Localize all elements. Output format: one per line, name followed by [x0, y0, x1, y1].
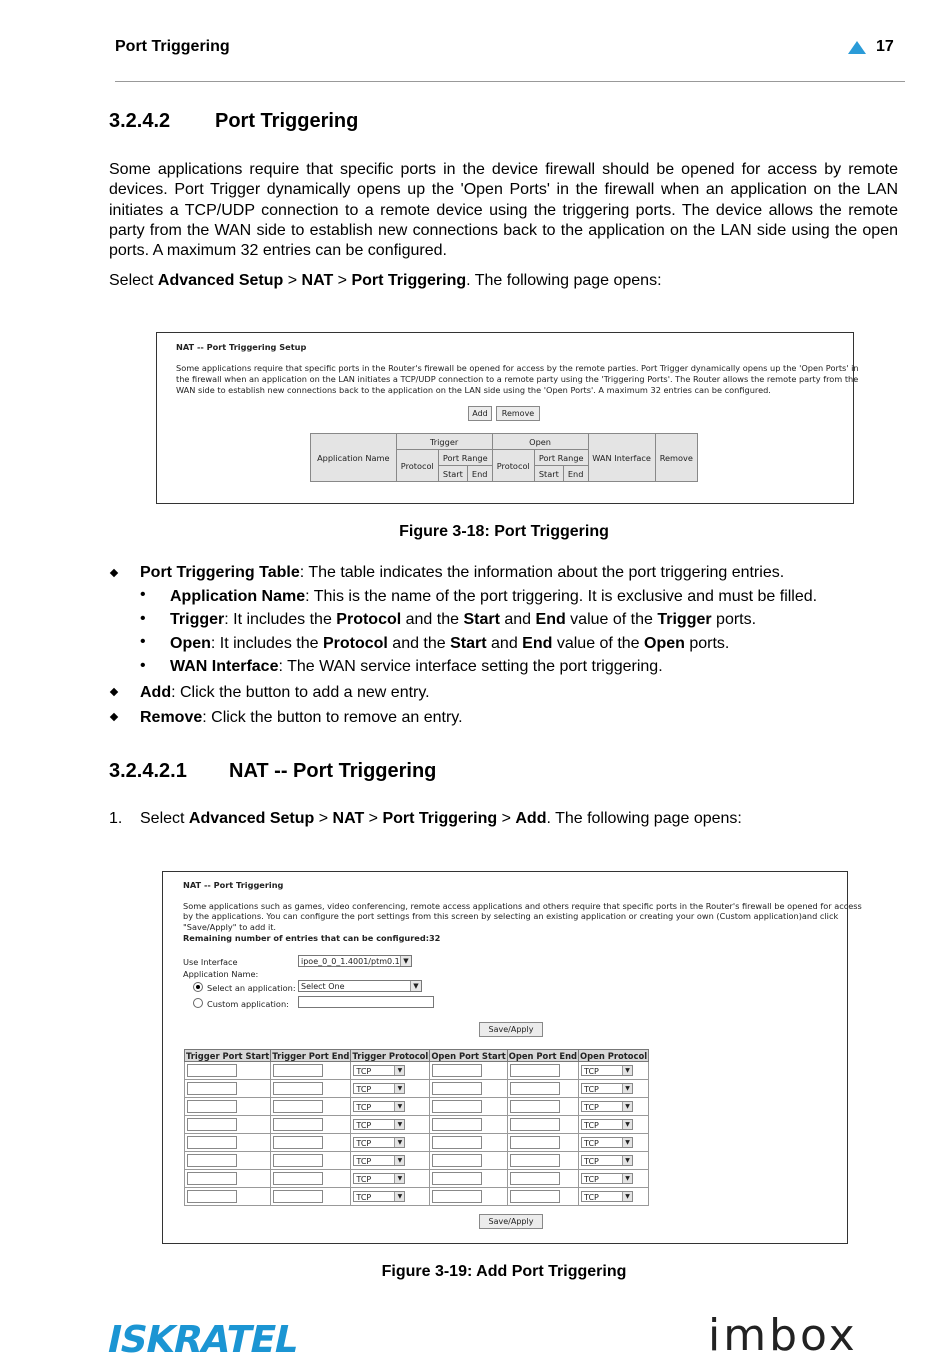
open-port-end-input[interactable]: [510, 1136, 560, 1149]
screenshot-title: NAT -- Port Triggering Setup: [176, 342, 307, 352]
chevron-down-icon: ▼: [400, 956, 411, 966]
text: >: [333, 272, 352, 289]
table-cell: [271, 1170, 351, 1188]
table-row: [185, 1062, 649, 1080]
section-title: NAT -- Port Triggering: [229, 760, 437, 782]
remaining-entries: Remaining number of entries that can be configured:32: [183, 933, 441, 943]
open-port-start-input[interactable]: [432, 1100, 482, 1113]
col-trigger-protocol: Trigger Protocol: [352, 1050, 429, 1061]
remove-button[interactable]: Remove: [496, 406, 540, 421]
col-trigger-port-start: Trigger Port Start: [186, 1050, 270, 1061]
select-value: TCP: [356, 1157, 372, 1166]
chevron-down-icon: ▼: [622, 1120, 632, 1129]
sub-bullet-dot: •: [140, 586, 146, 603]
text: : The table indicates the information about the port triggering entries.: [299, 564, 785, 581]
table-cell: [351, 1152, 430, 1170]
col-trigger-end: End: [467, 466, 492, 482]
table-row: [185, 1134, 649, 1152]
table-cell: [185, 1116, 271, 1134]
open-port-end-input[interactable]: [510, 1190, 560, 1203]
select-value: TCP: [584, 1103, 599, 1112]
trigger-protocol-select[interactable]: [353, 1137, 405, 1148]
table-cell: [351, 1188, 430, 1206]
open-port-end-input[interactable]: [510, 1172, 560, 1185]
trigger-port-end-input[interactable]: [273, 1190, 323, 1203]
open-port-start-input[interactable]: [432, 1118, 482, 1131]
add-button[interactable]: Add: [468, 406, 492, 421]
text: >: [497, 810, 516, 827]
screenshot-title: NAT -- Port Triggering: [183, 880, 284, 890]
bullet-diamond-icon: [110, 713, 118, 721]
section-number: 3.2.4.2: [109, 110, 171, 132]
table-cell: [351, 1116, 430, 1134]
open-port-start-input[interactable]: [432, 1136, 482, 1149]
bullet-trigger: [170, 610, 756, 630]
term: Port Triggering Table: [140, 564, 300, 581]
screenshot-desc-line: by the applications. You can configure the port settings from this screen by selecting an existing application or creating your own (Custom application)and click: [183, 911, 839, 921]
term: End: [535, 611, 566, 628]
trigger-port-start-input[interactable]: [187, 1100, 237, 1113]
col-wan-interface: WAN Interface: [588, 434, 655, 482]
table-cell: [579, 1152, 649, 1170]
save-apply-button-bottom[interactable]: Save/Apply: [479, 1214, 543, 1229]
table-cell: [271, 1188, 351, 1206]
open-protocol-select[interactable]: [581, 1191, 633, 1202]
section-number: 3.2.4.2.1: [109, 760, 187, 782]
text: Select: [109, 272, 158, 289]
select-value: TCP: [356, 1139, 372, 1148]
open-protocol-select[interactable]: [581, 1173, 633, 1184]
trigger-protocol-select[interactable]: [353, 1155, 405, 1166]
chevron-down-icon: ▼: [394, 1102, 404, 1111]
nav-advanced-setup: Advanced Setup: [157, 272, 284, 289]
text: : It includes the: [224, 611, 337, 628]
open-protocol-select[interactable]: [581, 1137, 633, 1148]
trigger-port-start-input[interactable]: [187, 1064, 237, 1077]
figure-caption: Figure 3-18: Port Triggering: [399, 523, 609, 540]
text: Select: [140, 810, 189, 827]
table-cell: [579, 1188, 649, 1206]
trigger-protocol-select[interactable]: [353, 1083, 405, 1094]
term: Trigger: [657, 611, 712, 628]
text: : Click the button to remove an entry.: [202, 709, 463, 726]
trigger-port-end-input[interactable]: [273, 1154, 323, 1167]
chevron-down-icon: ▼: [622, 1102, 632, 1111]
select-value: TCP: [584, 1121, 599, 1130]
table-cell: [185, 1170, 271, 1188]
col-trigger-port-range: Port Range: [438, 450, 492, 466]
section-intro-paragraph: Some applications require that specific ports in the device firewall should be opened for access by remote devices. Port Trigger dynamically opens up the 'Open Ports' in the firewall when an application on the LAN initiates a TCP/UDP connection to a remote device using the triggering ports. The device allows the remote party from the WAN side to establish new connections back to the application on the LAN side using the open ports. A maximum 32 entries can be configured.: [109, 161, 898, 260]
chevron-down-icon: ▼: [394, 1066, 404, 1075]
chevron-down-icon: ▼: [394, 1174, 404, 1183]
select-value: TCP: [584, 1157, 599, 1166]
chevron-down-icon: ▼: [622, 1156, 632, 1165]
table-cell: [507, 1152, 578, 1170]
bullet-wan-interface: [170, 657, 663, 677]
open-protocol-select[interactable]: [581, 1101, 633, 1112]
col-trigger-protocol: Protocol: [396, 450, 438, 482]
select-application-label: Select an application:: [207, 983, 296, 993]
port-entries-table: [184, 1049, 649, 1206]
chevron-down-icon: ▼: [394, 1192, 404, 1201]
trigger-port-start-input[interactable]: [187, 1118, 237, 1131]
chevron-down-icon: ▼: [410, 981, 421, 991]
table-cell: [271, 1080, 351, 1098]
table-cell: [185, 1062, 271, 1080]
text: >: [283, 272, 302, 289]
open-port-start-input[interactable]: [432, 1172, 482, 1185]
open-port-end-input[interactable]: [510, 1064, 560, 1077]
term: Open: [170, 635, 211, 652]
add-port-triggering-screenshot: [162, 871, 862, 1244]
chevron-down-icon: ▼: [622, 1084, 632, 1093]
trigger-port-end-input[interactable]: [273, 1172, 323, 1185]
select-value: TCP: [356, 1103, 372, 1112]
custom-application-input[interactable]: [298, 996, 434, 1008]
table-cell: [271, 1098, 351, 1116]
trigger-protocol-select[interactable]: [353, 1119, 405, 1130]
select-application-radio[interactable]: [193, 982, 203, 992]
term: Start: [450, 635, 487, 652]
text: and the: [401, 611, 464, 628]
term: Start: [463, 611, 500, 628]
table-cell: [185, 1098, 271, 1116]
trigger-port-end-input[interactable]: [273, 1082, 323, 1095]
text: ports.: [684, 635, 730, 652]
table-cell: [579, 1170, 649, 1188]
col-open-port-start: Open Port Start: [431, 1050, 506, 1061]
bullet-open: [170, 634, 729, 654]
text: ports.: [711, 611, 757, 628]
open-protocol-select[interactable]: [581, 1065, 633, 1076]
table-cell: [579, 1062, 649, 1080]
chevron-down-icon: ▼: [622, 1192, 632, 1201]
select-value: TCP: [356, 1193, 372, 1202]
select-value: ipoe_0_0_1.4001/ptm0.1: [301, 957, 400, 966]
chevron-down-icon: ▼: [622, 1066, 632, 1075]
select-value: TCP: [356, 1067, 372, 1076]
imbox-logo: imbox: [708, 1310, 858, 1361]
table-cell: [579, 1134, 649, 1152]
chevron-down-icon: ▼: [394, 1138, 404, 1147]
table-cell: [507, 1116, 578, 1134]
trigger-protocol-select[interactable]: [353, 1173, 405, 1184]
sub-bullet-dot: •: [140, 657, 146, 674]
trigger-protocol-select[interactable]: [353, 1191, 405, 1202]
term: Open: [644, 635, 685, 652]
table-cell: [185, 1152, 271, 1170]
nav-advanced-setup: Advanced Setup: [188, 810, 315, 827]
open-protocol-select[interactable]: [581, 1083, 633, 1094]
term: Remove: [140, 709, 203, 726]
running-header-title: Port Triggering: [115, 38, 230, 55]
bullet-application-name: [170, 587, 817, 607]
screenshot-desc-line: Some applications require that specific ports in the Router's firewall be opened for access by the remote parties. Port Trigger dynamically opens up the 'Open Ports' in: [176, 363, 859, 373]
select-value: Select One: [301, 982, 345, 991]
table-cell: [507, 1188, 578, 1206]
sub-bullet-dot: •: [140, 610, 146, 627]
text: . The following page opens:: [466, 272, 662, 289]
step-1-instruction: [140, 809, 742, 829]
save-apply-button[interactable]: Save/Apply: [479, 1022, 543, 1037]
section-heading-3-2-4-2: [109, 110, 359, 133]
chevron-down-icon: ▼: [394, 1156, 404, 1165]
nav-nat: NAT: [332, 810, 365, 827]
term: WAN Interface: [170, 658, 279, 675]
open-port-end-input[interactable]: [510, 1118, 560, 1131]
use-interface-select[interactable]: [298, 955, 412, 967]
trigger-protocol-select[interactable]: [353, 1065, 405, 1076]
screenshot-desc-line: the firewall when an application on the LAN initiates a TCP/UDP connection to a remote party using the 'Triggering Ports'. The Router allows the remote party from the: [176, 374, 859, 384]
open-port-start-input[interactable]: [432, 1154, 482, 1167]
text: >: [364, 810, 383, 827]
open-port-start-input[interactable]: [432, 1082, 482, 1095]
table-cell: [351, 1170, 430, 1188]
trigger-protocol-select[interactable]: [353, 1101, 405, 1112]
table-cell: [271, 1152, 351, 1170]
table-cell: [185, 1188, 271, 1206]
col-trigger-port-end: Trigger Port End: [272, 1050, 350, 1061]
select-value: TCP: [584, 1067, 599, 1076]
select-value: TCP: [584, 1175, 599, 1184]
open-port-end-input[interactable]: [510, 1154, 560, 1167]
table-cell: [507, 1080, 578, 1098]
custom-application-label: Custom application:: [207, 999, 289, 1009]
col-open-end: End: [563, 466, 588, 482]
col-remove: Remove: [655, 434, 697, 482]
chevron-down-icon: ▼: [622, 1174, 632, 1183]
term: Add: [140, 684, 172, 701]
col-trigger-start: Start: [438, 466, 467, 482]
table-cell: [185, 1080, 271, 1098]
nav-port-triggering: Port Triggering: [351, 272, 467, 289]
table-cell: [351, 1080, 430, 1098]
section-heading-3-2-4-2-1: [109, 760, 437, 783]
trigger-port-start-input[interactable]: [187, 1172, 237, 1185]
bullet-add: [140, 683, 430, 703]
text: : This is the name of the port triggering. It is exclusive and must be filled.: [305, 588, 818, 605]
open-protocol-select[interactable]: [581, 1155, 633, 1166]
col-open-port-end: Open Port End: [508, 1050, 578, 1061]
table-cell: [507, 1098, 578, 1116]
screenshot-desc-line: WAN side to establish new connections back to the application on the LAN side using the 'Open Ports'. A maximum 32 entries can be configured.: [176, 385, 771, 395]
text: : The WAN service interface setting the port triggering.: [278, 658, 663, 675]
table-cell: [430, 1134, 507, 1152]
open-port-end-input[interactable]: [510, 1100, 560, 1113]
open-port-end-input[interactable]: [510, 1082, 560, 1095]
iskratel-logo: ISKRATEL: [103, 1318, 303, 1361]
col-open-start: Start: [534, 466, 563, 482]
table-row: [185, 1098, 649, 1116]
col-open-protocol: Open Protocol: [580, 1050, 648, 1061]
chevron-down-icon: ▼: [622, 1138, 632, 1147]
figure-caption: Figure 3-19: Add Port Triggering: [381, 1263, 627, 1280]
chevron-down-icon: ▼: [394, 1120, 404, 1129]
table-cell: [271, 1134, 351, 1152]
text: value of the: [565, 611, 658, 628]
text: : It includes the: [210, 635, 323, 652]
col-application-name: Application Name: [311, 434, 397, 482]
col-open-protocol: Protocol: [492, 450, 534, 482]
text: : Click the button to add a new entry.: [171, 684, 430, 701]
step-1-number: 1.: [109, 810, 123, 827]
port-triggering-setup-screenshot: [156, 332, 859, 504]
screenshot-desc-line: Some applications such as games, video conferencing, remote access applications and others require that specific ports in the Router's firewall be opened for access: [183, 901, 862, 911]
text: and the: [387, 635, 451, 652]
table-cell: [579, 1080, 649, 1098]
text: and: [499, 611, 536, 628]
text: and: [486, 635, 523, 652]
table-cell: [579, 1098, 649, 1116]
table-cell: [430, 1062, 507, 1080]
bullet-diamond-icon: [110, 688, 118, 696]
trigger-port-start-input[interactable]: [187, 1082, 237, 1095]
open-protocol-select[interactable]: [581, 1119, 633, 1130]
text: value of the: [552, 635, 645, 652]
table-cell: [430, 1116, 507, 1134]
trigger-port-end-input[interactable]: [273, 1064, 323, 1077]
table-row: [185, 1152, 649, 1170]
port-triggering-table: [310, 433, 698, 482]
table-cell: [271, 1116, 351, 1134]
text: >: [314, 810, 333, 827]
use-interface-label: Use Interface: [183, 957, 238, 967]
trigger-port-start-input[interactable]: [187, 1136, 237, 1149]
term: Protocol: [336, 611, 402, 628]
trigger-port-end-input[interactable]: [273, 1118, 323, 1131]
table-cell: [430, 1080, 507, 1098]
trigger-port-end-input[interactable]: [273, 1136, 323, 1149]
term: Protocol: [322, 635, 388, 652]
table-cell: [507, 1062, 578, 1080]
select-instruction: [109, 271, 898, 291]
select-value: TCP: [584, 1139, 599, 1148]
bullet-diamond-icon: [110, 569, 118, 577]
application-name-label: Application Name:: [183, 969, 259, 979]
col-trigger: Trigger: [396, 434, 492, 450]
bullet-port-triggering-table: [140, 563, 784, 583]
table-cell: [351, 1062, 430, 1080]
table-row: [185, 1116, 649, 1134]
select-value: TCP: [584, 1085, 599, 1094]
term: End: [522, 635, 553, 652]
table-cell: [579, 1116, 649, 1134]
term: Trigger: [170, 611, 225, 628]
sub-bullet-dot: •: [140, 633, 146, 650]
table-cell: [430, 1188, 507, 1206]
open-port-start-input[interactable]: [432, 1190, 482, 1203]
table-cell: [185, 1134, 271, 1152]
bullet-remove: [140, 708, 463, 728]
table-cell: [507, 1134, 578, 1152]
application-select[interactable]: [298, 980, 422, 992]
nav-nat: NAT: [301, 272, 334, 289]
table-row: [185, 1080, 649, 1098]
trigger-port-end-input[interactable]: [273, 1100, 323, 1113]
section-title: Port Triggering: [215, 110, 359, 132]
screenshot-desc-line: "Save/Apply" to add it.: [183, 922, 277, 932]
up-triangle-icon: [848, 41, 866, 54]
table-cell: [507, 1170, 578, 1188]
select-value: TCP: [584, 1193, 599, 1202]
select-value: TCP: [356, 1085, 372, 1094]
table-cell: [430, 1098, 507, 1116]
nav-add: Add: [515, 810, 547, 827]
page-number: 17: [876, 38, 894, 55]
trigger-port-start-input[interactable]: [187, 1190, 237, 1203]
table-row: [185, 1188, 649, 1206]
col-open-port-range: Port Range: [534, 450, 588, 466]
header-divider: [115, 81, 905, 82]
table-cell: [430, 1170, 507, 1188]
col-open: Open: [492, 434, 588, 450]
table-cell: [430, 1152, 507, 1170]
nav-port-triggering: Port Triggering: [382, 810, 498, 827]
term: Application Name: [170, 588, 306, 605]
select-value: TCP: [356, 1175, 372, 1184]
table-cell: [351, 1098, 430, 1116]
trigger-port-start-input[interactable]: [187, 1154, 237, 1167]
table-cell: [271, 1062, 351, 1080]
open-port-start-input[interactable]: [432, 1064, 482, 1077]
text: . The following page opens:: [546, 810, 742, 827]
table-row: [185, 1170, 649, 1188]
chevron-down-icon: ▼: [394, 1084, 404, 1093]
custom-application-radio[interactable]: [193, 998, 203, 1008]
select-value: TCP: [356, 1121, 372, 1130]
table-cell: [351, 1134, 430, 1152]
